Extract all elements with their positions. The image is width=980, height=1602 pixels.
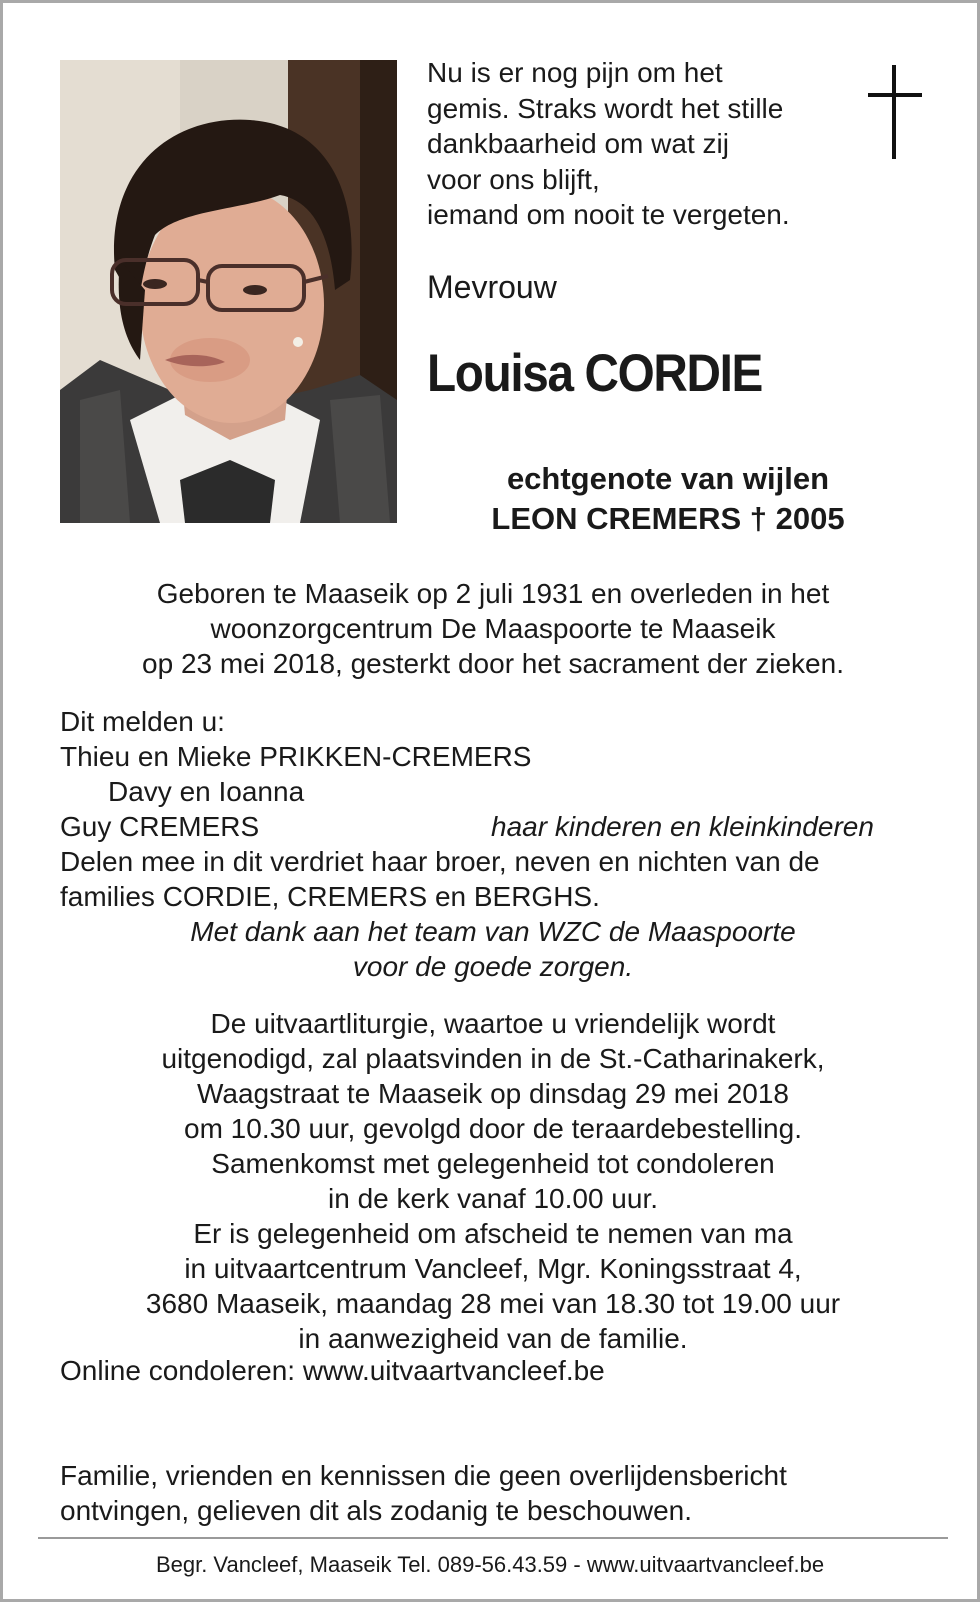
family-member: Thieu en Mieke PRIKKEN-CREMERS xyxy=(60,741,532,772)
birth-death-details: Geboren te Maaseik op 2 juli 1931 en overleden in het woonzorgcentrum De Maaspoorte te Maaseik op 23 mei 2018, gesterkt door het sacrament der zieken. xyxy=(142,578,844,679)
family-member: Davy en Ioanna xyxy=(108,776,305,807)
deceased-name: Louisa CORDIE xyxy=(427,344,762,403)
relation-label: haar kinderen en kleinkinderen xyxy=(491,811,874,842)
online-condolences: Online condoleren: www.uitvaartvancleef.be xyxy=(60,1355,605,1386)
portrait-photo xyxy=(60,60,397,523)
spouse-info: echtgenote van wijlen LEON CREMERS † 2005 xyxy=(491,461,845,536)
closing-note: Familie, vrienden en kennissen die geen overlijdensbericht ontvingen, gelieven dit als zodanig te beschouwen. xyxy=(60,1460,787,1526)
family-intro: Dit melden u: xyxy=(60,706,225,737)
family-member: Guy CREMERS xyxy=(60,811,260,842)
funeral-home-footer: Begr. Vancleef, Maaseik Tel. 089-56.43.59 - www.uitvaartvancleef.be xyxy=(155,1552,825,1577)
family-member-row xyxy=(60,809,926,844)
funeral-details: De uitvaartliturgie, waartoe u vriendelijk wordt uitgenodigd, zal plaatsvinden in de St.-Catharinakerk, Waagstraat te Maaseik op dinsdag 29 mei 2018 om 10.30 uur, gevolgd door de teraardebestelling. Samenkomst met gelegenheid tot condoleren in de kerk vanaf 10.00 uur. Er is gelegenheid om afscheid te nemen van ma in uitvaartcentrum Vancleef, Mgr. Koningsstraat 4, 3680 Maaseik, maandag 28 mei van 18.30 tot 19.00 uur in aanwezigheid van de familie. xyxy=(145,1008,841,1354)
memorial-poem: Nu is er nog pijn om het gemis. Straks wordt het stille dankbaarheid om wat zij voor ons blijft, iemand om nooit te vergeten. xyxy=(427,57,790,230)
family-section xyxy=(60,704,926,984)
thanks-note: Met dank aan het team van WZC de Maaspoorte voor de goede zorgen. xyxy=(190,916,796,982)
family-extended: families CORDIE, CREMERS en BERGHS. xyxy=(60,881,600,912)
family-extended: Delen mee in dit verdriet haar broer, neven en nichten van de xyxy=(60,846,820,877)
cross-icon xyxy=(868,65,924,166)
divider xyxy=(38,1537,948,1539)
honorific: Mevrouw xyxy=(427,269,557,305)
